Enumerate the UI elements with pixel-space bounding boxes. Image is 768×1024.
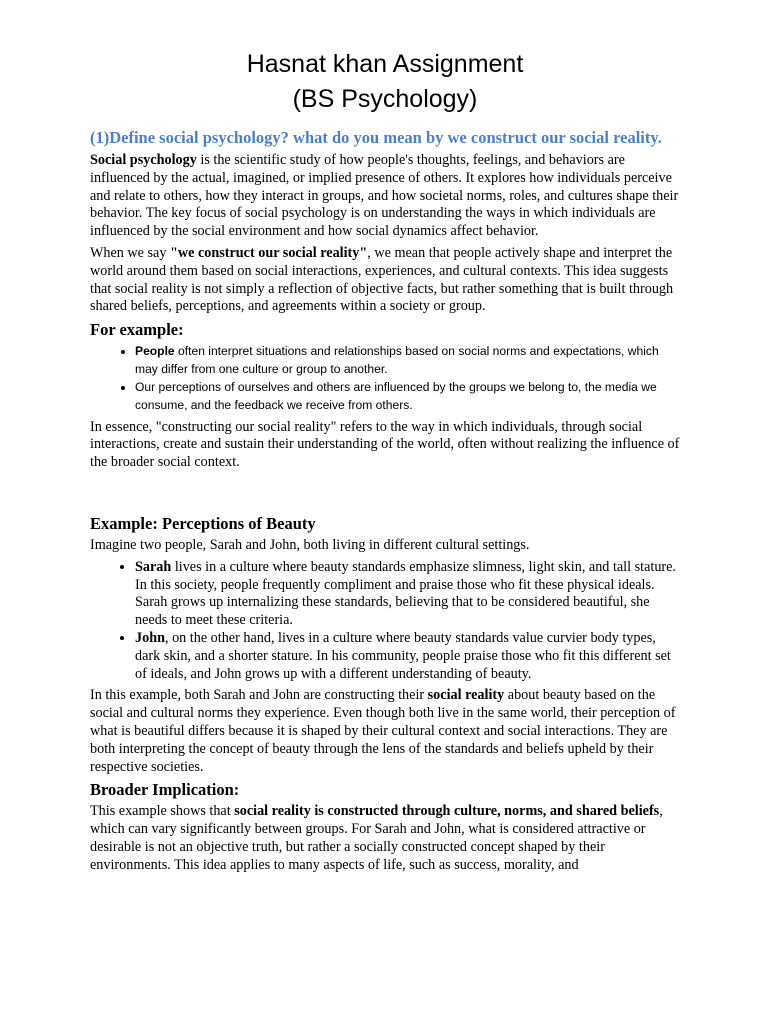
- summary-lead: In this example, both Sarah and John are constructing their: [90, 687, 428, 704]
- for-example-heading: For example:: [90, 320, 184, 340]
- definition-paragraph: [90, 152, 680, 241]
- question-heading: (1)Define social psychology? what do you mean by we construct our social reality.: [90, 128, 662, 147]
- document-title: Hasnat khan Assignment: [246, 50, 524, 78]
- list-item-text: , on the other hand, lives in a culture where beauty standards value curvier body types, dark skin, and a shorter stature. In his community, people praise those who fit this different set of ideals, and John grows up with a different understanding of beauty.: [135, 629, 671, 682]
- section-spacer: [90, 476, 680, 512]
- document-body: [90, 44, 680, 878]
- broader-text: , which can vary significantly between groups. For Sarah and John, what is considered attractive or desirable is not an objective truth, but rather a socially constructed concept shaped by their environments. This idea applies to many aspects of life, such as success, morality, and: [90, 803, 663, 873]
- broader-lead: This example shows that: [90, 803, 235, 820]
- summary-bold: social reality: [427, 687, 505, 704]
- construct-lead: When we say: [90, 244, 170, 261]
- list-item-text: lives in a culture where beauty standards emphasize slimness, light skin, and tall stature. In this society, people frequently compliment and praise those who fit these physical ideals. Sarah grows up internalizing these standards, believing that to be considered beautiful, she needs to meet these criteria.: [135, 558, 676, 629]
- beauty-intro: Imagine two people, Sarah and John, both living in different cultural settings.: [90, 536, 530, 553]
- broader-bold: social reality is constructed through culture, norms, and shared beliefs: [234, 803, 660, 820]
- construct-quote: "we construct our social reality": [169, 244, 368, 261]
- list-item: [135, 379, 680, 414]
- document-subtitle: (BS Psychology): [292, 85, 478, 113]
- definition-text: is the scientific study of how people's thoughts, feelings, and behaviors are influenced by the actual, imagined, or implied presence of others. It explores how individuals perceive and relate to others, how they interact in groups, and how societal norms, roles, and cultures shape their behavior. The key focus of social psychology is on understanding the ways in which individuals are influenced by the social environment and how social dynamics affect behavior.: [90, 152, 679, 240]
- broader-paragraph: [90, 803, 680, 874]
- list-item-text: Our perceptions of ourselves and others are influenced by the groups we belong to, the media we consume, and the feedback we receive from others.: [135, 380, 657, 412]
- construct-text: , we mean that people actively shape and interpret the world around them based on social interactions, experiences, and cultural contexts. This idea suggests that social reality is not simply a reflection of objective facts, but rather something that is built through shared beliefs, perceptions, and agreements within a society or group.: [90, 244, 674, 315]
- broader-heading: Broader Implication:: [90, 780, 240, 800]
- for-example-list: [90, 343, 680, 414]
- summary-text: about beauty based on the social and cultural norms they experience. Even though both live in the same world, their perception of what is beautiful differs because it is shaped by their cultural context and social interactions. They are both interpreting the concept of beauty through the lens of the standards and beliefs upheld by their respective societies.: [90, 687, 676, 775]
- construct-paragraph: [90, 245, 680, 316]
- essence-paragraph: In essence, "constructing our social reality" refers to the way in which individuals, through social interactions, create and sustain their understanding of the world, often without realizing the influence of the broader social context.: [90, 418, 680, 471]
- beauty-example-list: [90, 559, 680, 684]
- beauty-summary-paragraph: [90, 687, 680, 776]
- beauty-example-heading: Example: Perceptions of Beauty: [90, 513, 316, 533]
- list-item: [135, 343, 680, 378]
- list-item-text: often interpret situations and relationships based on social norms and expectations, which may differ from one culture or group to another.: [135, 344, 659, 376]
- list-item: [135, 630, 680, 683]
- definition-term: Social psychology: [90, 152, 197, 168]
- list-item: [135, 559, 680, 630]
- list-item-bold: John: [135, 629, 165, 646]
- list-item-bold: Sarah: [135, 558, 172, 575]
- list-item-bold: People: [135, 344, 175, 359]
